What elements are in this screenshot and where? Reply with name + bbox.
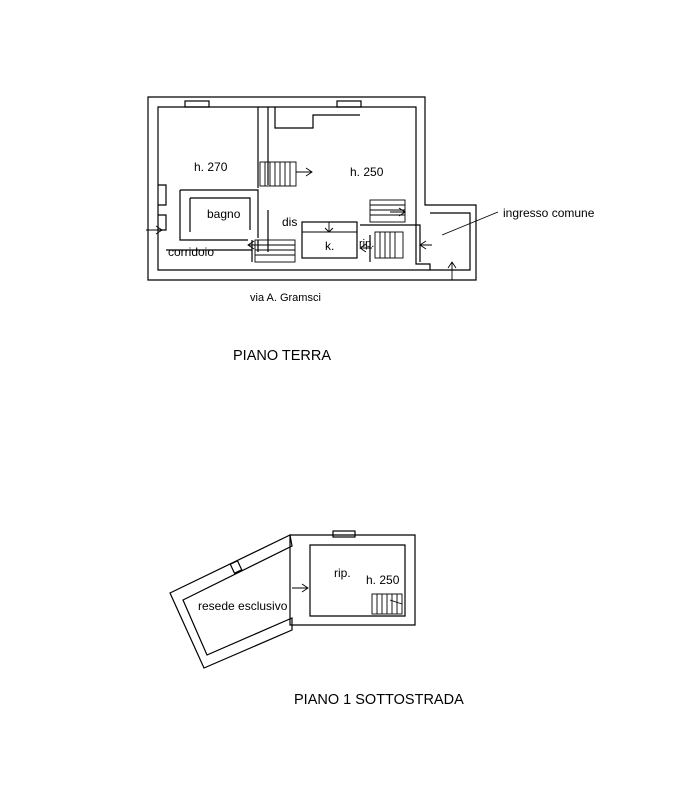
basement-label-garden: resede esclusivo (198, 599, 288, 613)
ground-floor-title: PIANO TERRA (233, 348, 332, 364)
partition-wall-center-lower (258, 210, 268, 252)
label-kitchen: k. (325, 239, 335, 253)
basement-floor-plan (170, 531, 464, 708)
label-storage: rip. (359, 238, 375, 250)
partition-wall-center (258, 107, 268, 188)
ground-floor-plan (146, 97, 595, 364)
label-entrance: ingresso comune (503, 206, 595, 220)
entrance-room-walls (430, 213, 470, 270)
door-arrow-kitchen (325, 222, 333, 232)
label-corridor: corridoio (168, 245, 215, 259)
left-side-bumps (158, 185, 166, 230)
chimney-right (337, 101, 361, 107)
right-room-notch (275, 107, 360, 128)
stairs-storage (375, 232, 403, 258)
basement-label-storage: rip. (334, 566, 351, 580)
stairs-right (370, 200, 405, 222)
stairs-hallway (255, 240, 295, 262)
door-arrow-entrance (420, 241, 432, 249)
label-bathroom: bagno (207, 207, 241, 221)
label-right-height: h. 250 (350, 165, 384, 179)
basement-chimney (333, 531, 355, 537)
label-left-height: h. 270 (194, 160, 228, 174)
basement-door-arrow (292, 584, 308, 592)
label-hallway: dis (282, 215, 298, 229)
basement-stairs (372, 594, 402, 614)
door-arrow-street (448, 262, 456, 280)
chimney-left (185, 101, 209, 107)
basement-label-height: h. 250 (366, 573, 400, 587)
basement-floor-title: PIANO 1 SOTTOSTRADA (294, 692, 464, 708)
street-label: via A. Gramsci (250, 292, 321, 304)
